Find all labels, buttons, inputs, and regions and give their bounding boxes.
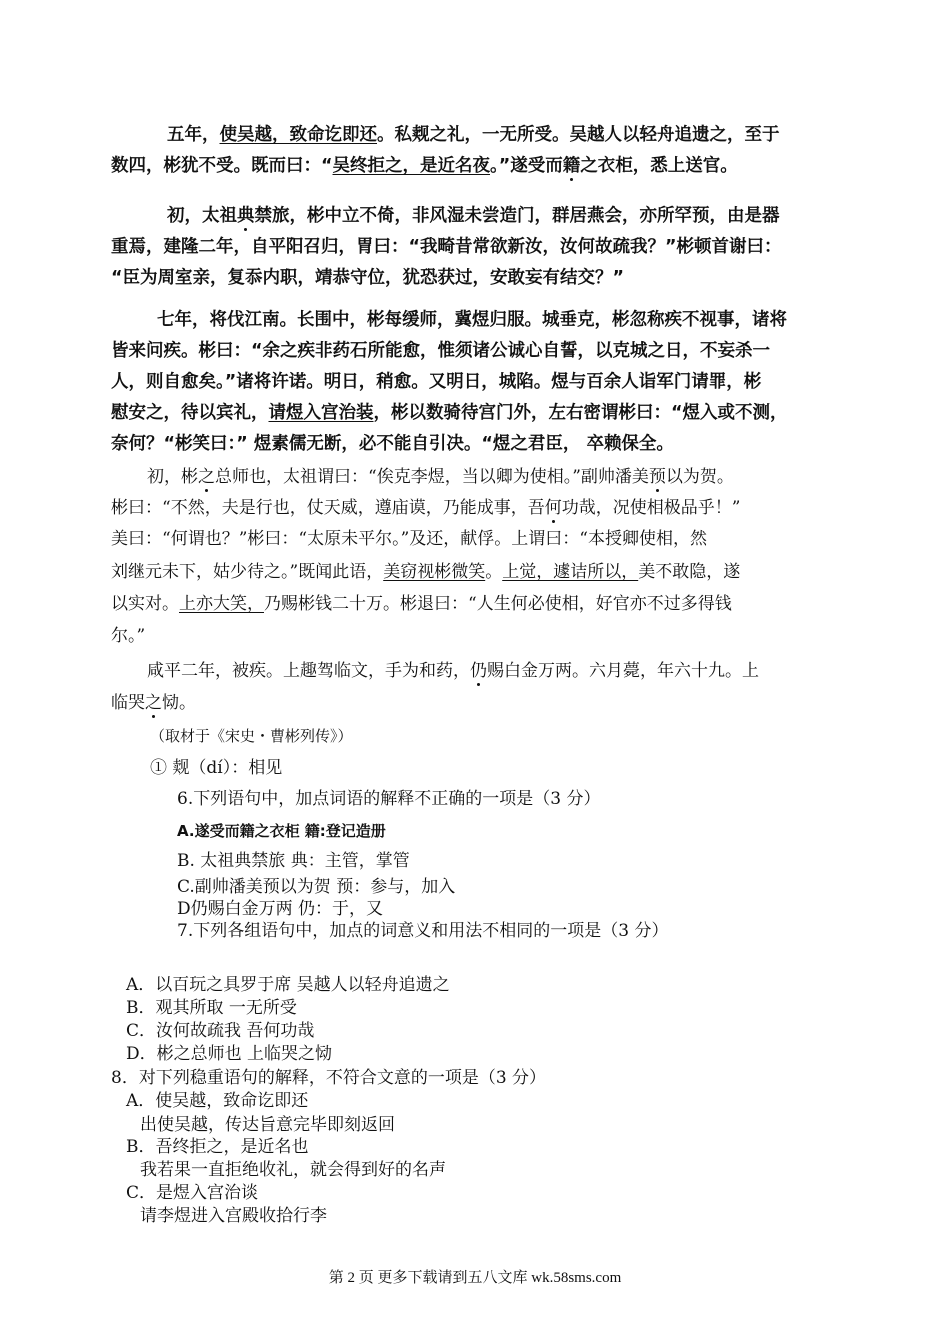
q6-option-c: C.副帅潘美预以为贺 预：参与，加入 [177, 877, 456, 897]
source-citation: （取材于《宋史・曹彬列传》） [150, 727, 353, 745]
underlined-phrase: 上亦大笑， [179, 594, 264, 614]
dotted-word: 典 [237, 206, 255, 226]
q6-stem: 6.下列语句中，加点词语的解释不正确的一项是（3 分） [177, 789, 601, 809]
q7-option-a: A．以百玩之具罗于席 吴越人以轻舟追遗之 [126, 975, 450, 995]
passage-line: 以实对。上亦大笑，乃赐彬钱二十万。彬退曰：“人生何必使相，好官亦不过多得钱 [111, 594, 732, 614]
passage-line: 重焉，建隆二年，自平阳召归，胃曰：“我畸昔常欲新汝，汝何故疏我？”彬顿首谢曰： [111, 237, 782, 257]
underlined-phrase: 上觉，遽诘所以， [502, 562, 639, 582]
q6-option-a: A.遂受而籍之衣柜 籍:登记造册 [177, 822, 386, 840]
q8-option-c: C．是煜入宫治谈 [126, 1183, 259, 1203]
underlined-phrase: 吴终拒之，是近名夜 [332, 156, 491, 176]
passage-line: 刘继元未下，姑少待之。”既闻此语，美窃视彬微笑。上觉，遽诘所以，美不敢隐，遂 [111, 562, 741, 582]
dotted-word: 籍 [562, 156, 581, 176]
underlined-phrase: 美窃视彬微笑 [383, 562, 486, 582]
passage-line: 初，太祖典禁旅，彬中立不倚，非风湿未尝造门，群居燕会，亦所罕预，由是器 [167, 206, 780, 226]
dotted-word: 之 [198, 467, 215, 487]
q7-option-c: C．汝何故疏我 吾何功哉 [126, 1021, 315, 1041]
dotted-word: 仍 [470, 661, 487, 681]
passage-line: 慰安之，待以宾礼，请煜入宫治装，彬以数骑待宫门外，左右密谓彬曰：“煜入或不测， [111, 403, 788, 423]
passage-line: 皆来问疾。彬曰：“余之疾非药石所能愈，惟须诸公诚心自誓，以克城之日，不妄杀一 [111, 341, 770, 361]
q8-stem: 8．对下列稳重语句的解释，不符合文意的一项是（3 分） [111, 1068, 547, 1088]
q8-option-a-answer: 出使吴越，传达旨意完毕即刻返回 [140, 1115, 395, 1135]
passage-line: 彬曰：“不然，夫是行也，仗天威，遵庙谟，乃能成事，吾何功哉，况使相极品乎！” [111, 498, 741, 518]
footnote: ① 觌（dí）：相见 [150, 758, 283, 778]
underlined-phrase: 使吴越，致命讫即还 [219, 125, 377, 145]
dotted-word: 预 [648, 467, 666, 487]
q8-option-c-answer: 请李煜进入宫殿收拾行李 [140, 1206, 327, 1226]
passage-line: 七年，将伐江南。长围中，彬每缓师，冀煜归服。城垂克，彬忽称疾不视事，诸将 [157, 310, 787, 330]
passage-line: 临哭之恸。 [111, 693, 196, 713]
page-footer: 第 2 页 更多下载请到五八文库 wk.58sms.com [328, 1270, 622, 1286]
underlined-phrase: 请煜入宫治装 [268, 403, 374, 423]
q6-option-d: D仍赐白金万两 仍：于，又 [177, 899, 384, 919]
q7-option-b: B．观其所取 一无所受 [126, 998, 297, 1018]
passage-line: “臣为周室亲，复忝内职，靖恭守位，犹恐获过，安敢妄有结交？” [111, 268, 625, 288]
q8-option-b: B．吾终拒之，是近名也 [126, 1137, 309, 1157]
q8-option-a: A．使吴越，致命讫即还 [126, 1091, 309, 1111]
q7-option-d: D．彬之总师也 上临哭之恸 [126, 1044, 333, 1064]
dotted-word: 之 [145, 693, 162, 713]
passage-line: 初，彬之总师也，太祖谓曰：“俟克李煜，当以卿为使相。”副帅潘美预以为贺。 [147, 467, 734, 487]
passage-line: 人，则自愈矣。”诸将许诺。明日，稍愈。又明日，城陷。煜与百余人诣军门请罪，彬 [111, 372, 762, 392]
passage-line: 美曰：“何谓也？”彬曰：“太原未平尔。”及还，献俘。上谓曰：“本授卿使相，然 [111, 529, 707, 549]
dotted-word: 何 [544, 498, 562, 518]
passage-line: 咸平二年，被疾。上趣驾临文，手为和药，仍赐白金万两。六月薨，年六十九。上 [147, 661, 759, 681]
q6-option-b: B. 太祖典禁旅 典：主管，掌管 [177, 851, 410, 871]
passage-line: 奈何？“彬笑曰：” 煜素儒无断，必不能自引决。“煜之君臣， 卒赖保全。 [111, 434, 674, 454]
q7-stem: 7.下列各组语句中，加点的词意义和用法不相同的一项是（3 分） [177, 921, 669, 941]
q8-option-b-answer: 我若果一直拒绝收礼，就会得到好的名声 [140, 1160, 446, 1180]
passage-line: 尔。” [111, 626, 146, 646]
passage-line: 数四，彬犹不受。既而曰：“吴终拒之，是近名夜。”遂受而籍之衣柜，悉上送官。 [111, 156, 738, 176]
passage-line: 五年，使吴越，致命讫即还。私觌之礼，一无所受。吴越人以轻舟追遗之，至于 [167, 125, 780, 145]
